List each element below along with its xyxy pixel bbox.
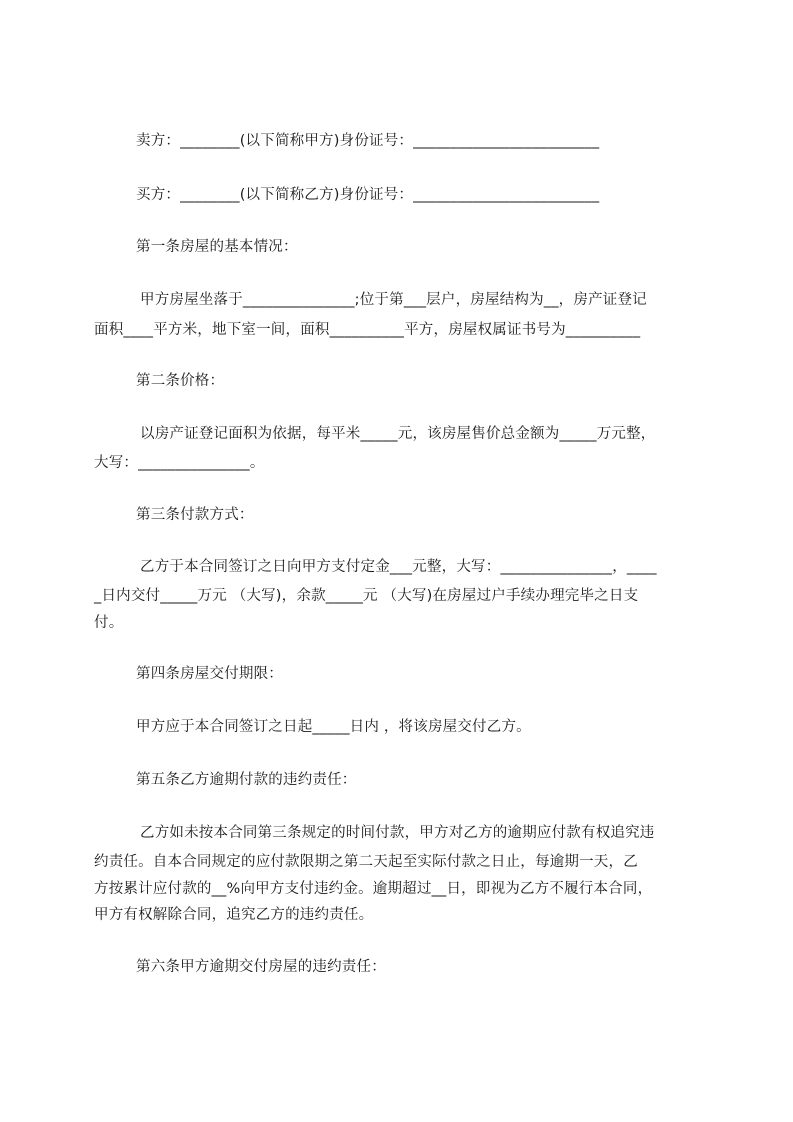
article1-heading: 第一条房屋的基本情况： <box>136 239 298 255</box>
article1-line-1: 甲方房屋坐落于_______________;位于第___层户，房屋结构为__，房产证登记 <box>140 292 647 308</box>
article5-line-2: 约责任。自本合同规定的应付款限期之第二天起至实际付款之日止，每逾期一天，乙 <box>94 854 638 870</box>
article5-heading: 第五条乙方逾期付款的违约责任： <box>136 772 357 788</box>
article5-line-1: 乙方如未按本合同第三条规定的时间付款，甲方对乙方的逾期应付款有权追究违 <box>140 825 655 841</box>
article2-line-1: 以房产证登记面积为依据，每平米_____元，该房屋售价总金额为_____万元整， <box>140 426 656 442</box>
article6-heading: 第六条甲方逾期交付房屋的违约责任： <box>136 959 386 975</box>
seller-line: 卖方：________(以下简称甲方)身份证号：_________________________ <box>136 133 600 149</box>
article1-line-2: 面积____平方米，地下室一间，面积__________平方，房屋权属证书号为__________ <box>94 322 641 338</box>
article3-line-2: _日内交付_____万元 （大写)，余款_____元 （大写)在房屋过户手续办理完毕之日支 <box>94 588 639 604</box>
article4-line-1: 甲方应于本合同签订之日起_____日内 ，将该房屋交付乙方。 <box>136 719 531 735</box>
article3-line-1: 乙方于本合同签订之日向甲方支付定金___元整，大写：_______________，____ <box>140 559 657 575</box>
article5-line-3: 方按累计应付款的__%向甲方支付违约金。逾期超过__日，即视为乙方不履行本合同， <box>94 881 653 897</box>
article3-heading: 第三条付款方式： <box>136 507 254 523</box>
article5-line-4: 甲方有权解除合同，追究乙方的违约责任。 <box>94 907 374 923</box>
article4-heading: 第四条房屋交付期限： <box>136 666 283 682</box>
buyer-line: 买方：________(以下简称乙方)身份证号：_________________________ <box>136 187 600 203</box>
article2-line-2: 大写：_______________。 <box>94 455 265 471</box>
article2-heading: 第二条价格： <box>136 373 225 389</box>
article3-line-3: 付。 <box>94 615 124 631</box>
